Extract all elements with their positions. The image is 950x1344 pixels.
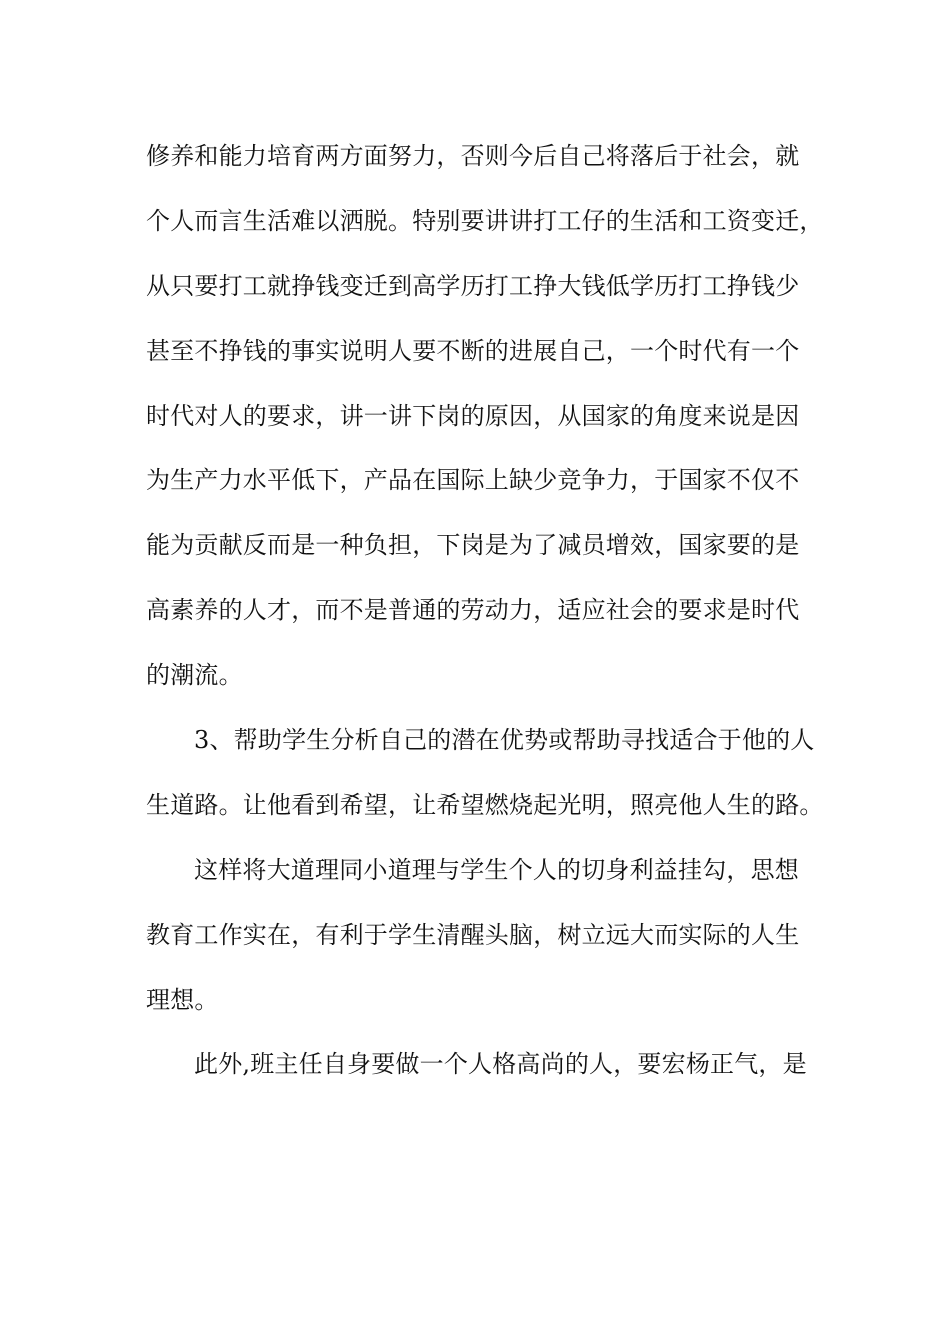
text-line: 从只要打工就挣钱变迁到高学历打工挣大钱低学历打工挣钱少 xyxy=(146,271,800,300)
text-line: 能为贡献反而是一种负担，下岗是为了减员增效，国家要的是 xyxy=(146,531,800,560)
text-line: 教育工作实在，有利于学生清醒头脑，树立远大而实际的人生 xyxy=(146,920,800,949)
text-line: 生道路。让他看到希望，让希望燃烧起光明，照亮他人生的路。 xyxy=(146,790,824,819)
paragraph-start-line: 此外,班主任自身要做一个人格高尚的人，要宏杨正气，是 xyxy=(194,1050,807,1079)
text-line: 修养和能力培育两方面努力，否则今后自己将落后于社会，就 xyxy=(146,142,800,170)
text-line: 个人而言生活难以洒脱。特别要讲讲打工仔的生活和工资变迁， xyxy=(146,206,824,235)
text-line: 理想。 xyxy=(146,985,219,1014)
paragraph-start-line: 这样将大道理同小道理与学生个人的切身利益挂勾，思想 xyxy=(194,855,799,884)
body-text xyxy=(146,124,824,1097)
text-line: 的潮流。 xyxy=(146,661,243,690)
text-line: 时代对人的要求，讲一讲下岗的原因，从国家的角度来说是因 xyxy=(146,401,800,430)
text-line: 为生产力水平低下，产品在国际上缺少竞争力，于国家不仅不 xyxy=(146,466,800,495)
paragraph-start-line: 3、帮助学生分析自己的潜在优势或帮助寻找适合于他的人 xyxy=(194,726,815,755)
text-line: 甚至不挣钱的事实说明人要不断的进展自己，一个时代有一个 xyxy=(146,336,800,365)
text-line: 高素养的人才，而不是普通的劳动力，适应社会的要求是时代 xyxy=(146,596,800,625)
